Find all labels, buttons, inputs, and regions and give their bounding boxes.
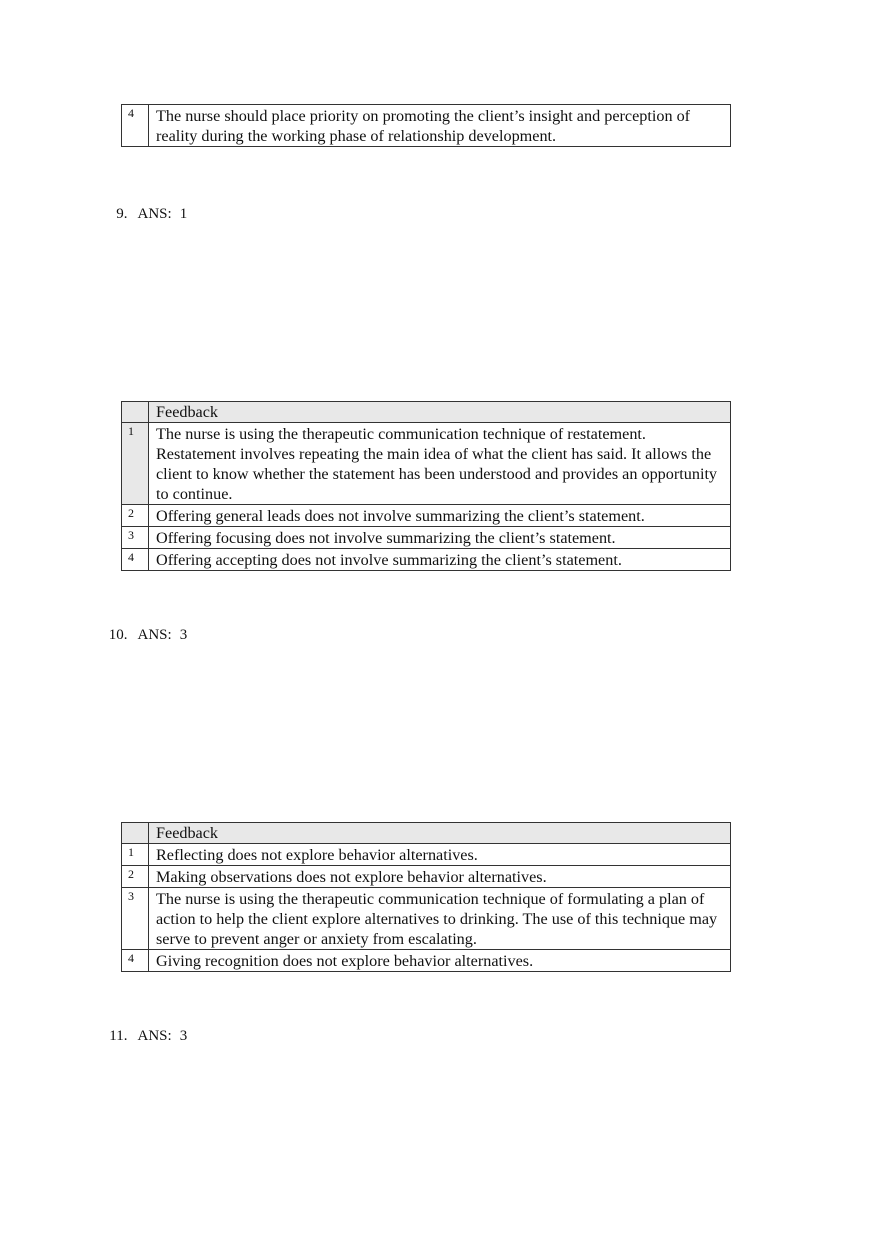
answer-label: ANS: — [137, 627, 172, 643]
feedback-text: The nurse is using the therapeutic communication technique of formulating a plan of action to help the client explore alternatives to drinking. The use of this technique may serve to prevent anger or anxiety from escalating. — [149, 888, 731, 950]
feedback-header: Feedback — [149, 402, 731, 423]
answer-value: 3 — [179, 1028, 188, 1044]
answer-value: 3 — [179, 627, 188, 643]
table-row — [122, 888, 731, 950]
feedback-text: Reflecting does not explore behavior alternatives. — [149, 844, 731, 866]
feedback-text: Offering general leads does not involve summarizing the client’s statement. — [149, 505, 731, 527]
option-number: 3 — [122, 527, 149, 549]
answer-label: ANS: — [137, 1028, 172, 1044]
feedback-text: Offering accepting does not involve summarizing the client’s statement. — [149, 549, 731, 571]
option-number: 4 — [122, 549, 149, 571]
option-number: 4 — [122, 105, 149, 147]
option-number: 3 — [122, 888, 149, 950]
option-number: 2 — [122, 505, 149, 527]
rationale-table-8 — [121, 104, 731, 147]
answer-9 — [96, 187, 187, 223]
table-header-row — [122, 823, 731, 844]
option-number: 4 — [122, 950, 149, 972]
option-number: 1 — [122, 844, 149, 866]
question-number: 11. — [109, 1028, 128, 1044]
table-row — [122, 866, 731, 888]
feedback-table-9 — [121, 401, 731, 571]
table-row — [122, 105, 731, 147]
table-row — [122, 549, 731, 571]
table-row — [122, 950, 731, 972]
feedback-header: Feedback — [149, 823, 731, 844]
feedback-text: The nurse is using the therapeutic communication technique of restatement. Restatement involves repeating the main idea of what the client has said. It allows the client to know whether the statement has been understood and provides an opportunity to continue. — [149, 423, 731, 505]
option-number: 1 — [122, 423, 149, 505]
table-row — [122, 423, 731, 505]
feedback-text: Making observations does not explore behavior alternatives. — [149, 866, 731, 888]
rationale-text: The nurse should place priority on promoting the client’s insight and perception of reality during the working phase of relationship development. — [149, 105, 731, 147]
question-number: 10. — [108, 627, 128, 643]
answer-11 — [96, 1009, 187, 1045]
table-header-row — [122, 402, 731, 423]
question-number: 9. — [116, 206, 128, 222]
table-row — [122, 844, 731, 866]
table-row — [122, 527, 731, 549]
feedback-text: Giving recognition does not explore behavior alternatives. — [149, 950, 731, 972]
answer-value: 1 — [179, 206, 188, 222]
table-row — [122, 505, 731, 527]
option-number: 2 — [122, 866, 149, 888]
answer-label: ANS: — [137, 206, 172, 222]
feedback-table-10 — [121, 822, 731, 972]
feedback-text: Offering focusing does not involve summarizing the client’s statement. — [149, 527, 731, 549]
answer-10 — [96, 608, 187, 644]
